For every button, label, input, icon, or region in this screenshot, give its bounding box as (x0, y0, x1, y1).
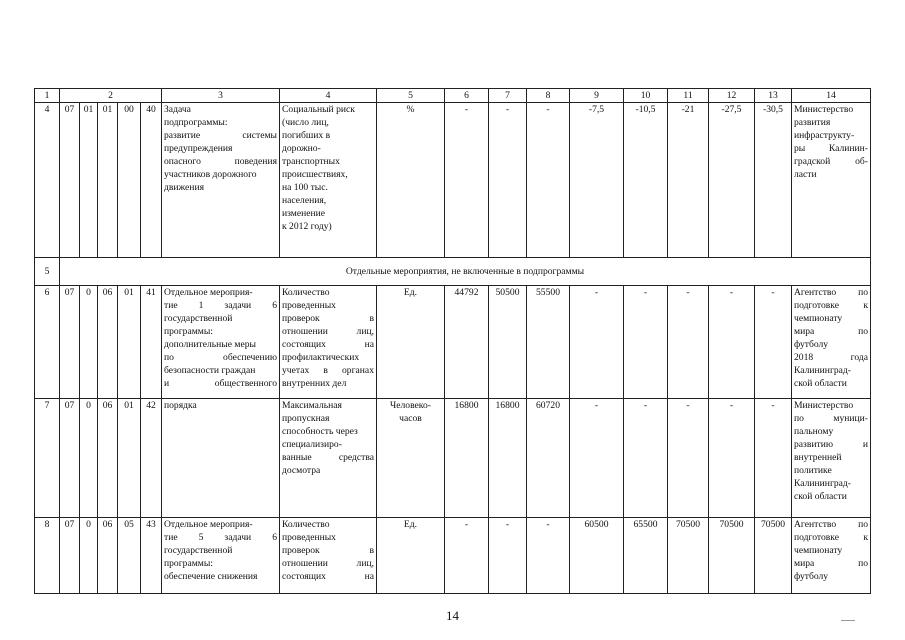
text-line: мира по (794, 326, 868, 337)
text-line: 2018 года (794, 352, 868, 363)
text-line: проверок в (282, 545, 374, 556)
text-line: программы: (164, 326, 213, 337)
value-cell: -30,5 (755, 103, 792, 258)
text-line: (число лиц, (282, 117, 329, 128)
text-line: чемпионату (794, 313, 843, 324)
code-cell: 43 (141, 518, 162, 594)
text-line: тие 1 задачи 6 (164, 300, 277, 311)
table-row (35, 399, 871, 518)
indicator-cell (280, 286, 377, 399)
code-cell: 07 (60, 518, 80, 594)
text-line: обеспечение снижения (164, 571, 258, 582)
text-line: подпрограммы: (164, 117, 228, 128)
value-cell: - (709, 399, 755, 518)
responsible-cell (792, 103, 871, 258)
text-line: Калининград- (794, 478, 852, 489)
text-line: безопасности граждан (164, 365, 256, 376)
row-number: 5 (35, 258, 60, 286)
code-cell: 01 (98, 103, 118, 258)
row-number: 7 (35, 399, 60, 518)
header-cell: 11 (668, 89, 709, 103)
text-line: государственной (164, 313, 233, 324)
text-line: участников дорожного (164, 169, 257, 180)
text-line: ской области (794, 378, 847, 389)
header-cell: 8 (527, 89, 570, 103)
text-line: на 100 тыс. (282, 182, 328, 193)
text-line: Социальный риск (282, 104, 355, 115)
name-cell (162, 286, 280, 399)
text-line: внутренних дел (282, 378, 347, 389)
text-line: способность через (282, 426, 358, 437)
text-line: по муници- (794, 413, 868, 424)
name-cell (162, 518, 280, 594)
text-line: программы: (164, 558, 213, 569)
text-line: тие 5 задачи 6 (164, 532, 277, 543)
name-cell (162, 399, 280, 518)
text-line: политике (794, 465, 832, 476)
table-row (35, 518, 871, 594)
text-line: внутренней (794, 452, 842, 463)
text-line: пальному (794, 426, 834, 437)
value-cell: - (445, 103, 489, 258)
value-cell: -27,5 (709, 103, 755, 258)
text-line: мира по (794, 558, 868, 569)
value-cell: 55500 (527, 286, 570, 399)
text-line: подготовке к (794, 300, 868, 311)
text-line: учетах в органах (282, 365, 374, 376)
text-line: ской области (794, 491, 847, 502)
header-cell: 2 (60, 89, 162, 103)
value-cell: 65500 (624, 518, 668, 594)
text-line: происшествиях, (282, 169, 348, 180)
text-line: проведенных (282, 300, 336, 311)
text-line: отношении лиц, (282, 558, 374, 569)
text-line: дополнительные меры (164, 339, 256, 350)
responsible-cell (792, 518, 871, 594)
text-line: развитию и (794, 439, 868, 450)
value-cell: - (489, 518, 527, 594)
code-cell: 41 (141, 286, 162, 399)
text-line: опасного поведения (164, 156, 277, 167)
indicator-cell (280, 399, 377, 518)
row-number: 8 (35, 518, 60, 594)
value-cell: 70500 (755, 518, 792, 594)
text-line: ласти (794, 169, 817, 180)
value-cell: - (570, 399, 624, 518)
value-cell: - (489, 103, 527, 258)
text-line: проведенных (282, 532, 336, 543)
unit-cell: Ед. (377, 518, 445, 594)
code-cell: 01 (118, 399, 141, 518)
unit-cell: Ед. (377, 286, 445, 399)
value-cell: 16800 (489, 399, 527, 518)
scan-mark (841, 620, 855, 621)
indicator-cell (280, 518, 377, 594)
header-cell: 9 (570, 89, 624, 103)
section-row (35, 258, 871, 286)
text-line: Калининград- (794, 365, 852, 376)
value-cell: 50500 (489, 286, 527, 399)
text-line: порядка (164, 400, 197, 411)
value-cell: - (624, 286, 668, 399)
value-cell: - (668, 399, 709, 518)
value-cell: - (527, 518, 570, 594)
text-line: пропускная (282, 413, 330, 424)
header-cell: 1 (35, 89, 60, 103)
code-cell: 42 (141, 399, 162, 518)
responsible-cell (792, 399, 871, 518)
unit-cell: Человеко-часов (377, 399, 445, 518)
code-cell: 06 (98, 399, 118, 518)
text-line: Отдельное мероприя- (164, 287, 253, 298)
text-line: и общественного (164, 378, 277, 389)
value-cell: 60720 (527, 399, 570, 518)
code-cell: 40 (141, 103, 162, 258)
name-cell (162, 103, 280, 258)
table-row (35, 103, 871, 258)
text-line: футболу (794, 571, 829, 582)
text-line: градской об- (794, 156, 868, 167)
value-cell: 44792 (445, 286, 489, 399)
value-cell: -7,5 (570, 103, 624, 258)
text-line: предупреждения (164, 143, 233, 154)
text-line: по обеспечению (164, 352, 277, 363)
value-cell: - (755, 399, 792, 518)
code-cell: 07 (60, 103, 80, 258)
header-cell: 14 (792, 89, 871, 103)
text-line: дорожно- (282, 143, 321, 154)
text-line: к 2012 году) (282, 221, 332, 232)
text-line: ванные средства (282, 452, 374, 463)
header-cell: 10 (624, 89, 668, 103)
code-cell: 06 (98, 286, 118, 399)
text-line: Агентство по (794, 519, 868, 530)
text-line: отношении лиц, (282, 326, 374, 337)
code-cell: 0 (80, 518, 98, 594)
value-cell: 70500 (709, 518, 755, 594)
value-cell: - (624, 399, 668, 518)
code-cell: 05 (118, 518, 141, 594)
text-line: Министерство (794, 104, 854, 115)
value-cell: -10,5 (624, 103, 668, 258)
text-line: подготовке к (794, 532, 868, 543)
code-cell: 01 (118, 286, 141, 399)
table-row (35, 286, 871, 399)
value-cell: - (668, 286, 709, 399)
value-cell: - (527, 103, 570, 258)
text-line: движения (164, 182, 204, 193)
code-cell: 07 (60, 286, 80, 399)
row-number: 4 (35, 103, 60, 258)
header-cell: 3 (162, 89, 280, 103)
text-line: досмотра (282, 465, 321, 476)
page-number: 14 (446, 608, 459, 623)
text-line: специализиро- (282, 439, 342, 450)
value-cell: 60500 (570, 518, 624, 594)
text-line: Отдельное мероприя- (164, 519, 253, 530)
text-line: профилактических (282, 352, 360, 363)
text-line: состоящих на (282, 571, 374, 582)
text-line: развитие системы (164, 130, 277, 141)
value-cell: - (709, 286, 755, 399)
text-line: проверок в (282, 313, 374, 324)
program-table (34, 88, 871, 594)
text-line: Количество (282, 519, 330, 530)
text-line: Максимальная (282, 400, 342, 411)
value-cell: - (755, 286, 792, 399)
text-line: погибших в (282, 130, 331, 141)
value-cell: 16800 (445, 399, 489, 518)
header-cell: 5 (377, 89, 445, 103)
code-cell: 06 (98, 518, 118, 594)
code-cell: 0 (80, 399, 98, 518)
text-line: Количество (282, 287, 330, 298)
text-line: изменение (282, 208, 326, 219)
text-line: Агентство по (794, 287, 868, 298)
text-line: состоящих на (282, 339, 374, 350)
text-line: транспортных (282, 156, 340, 167)
header-cell: 6 (445, 89, 489, 103)
code-cell: 01 (80, 103, 98, 258)
value-cell: - (570, 286, 624, 399)
row-number: 6 (35, 286, 60, 399)
text-line: Министерство (794, 400, 854, 411)
value-cell: 70500 (668, 518, 709, 594)
indicator-cell (280, 103, 377, 258)
header-cell: 12 (709, 89, 755, 103)
header-row (35, 89, 871, 103)
text-line: инфраструкту- (794, 130, 855, 141)
text-line: развития (794, 117, 831, 128)
value-cell: -21 (668, 103, 709, 258)
code-cell: 0 (80, 286, 98, 399)
unit-cell: % (377, 103, 445, 258)
text-line: государственной (164, 545, 233, 556)
text-line: населения, (282, 195, 327, 206)
text-line: Задача (164, 104, 191, 115)
value-cell: - (445, 518, 489, 594)
code-cell: 07 (60, 399, 80, 518)
responsible-cell (792, 286, 871, 399)
header-cell: 4 (280, 89, 377, 103)
text-line: чемпионату (794, 545, 843, 556)
section-title: Отдельные мероприятия, не включенные в подпрограммы (60, 258, 871, 286)
code-cell: 00 (118, 103, 141, 258)
text-line: футболу (794, 339, 829, 350)
header-cell: 13 (755, 89, 792, 103)
text-line: ры Калинин- (794, 143, 868, 154)
header-cell: 7 (489, 89, 527, 103)
